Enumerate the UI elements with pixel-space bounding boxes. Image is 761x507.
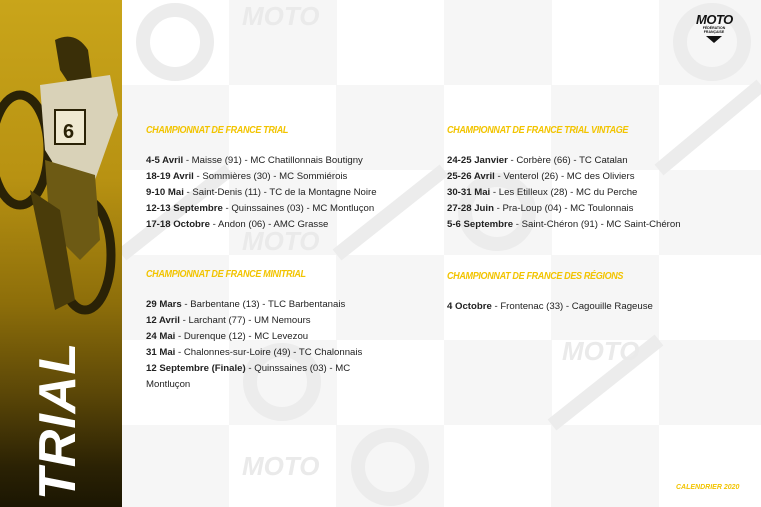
- event-item: [447, 201, 681, 217]
- event-date: 12 Avril: [146, 315, 180, 326]
- event-item: [447, 185, 681, 201]
- event-details: - Saint-Chéron (91) - MC Saint-Chéron: [513, 219, 681, 230]
- event-details: - Larchant (77) - UM Nemours: [179, 315, 311, 326]
- svg-text:MOTO: MOTO: [562, 336, 640, 366]
- event-date: 12-13 Septembre: [146, 203, 223, 214]
- event-details: - Venterol (26) - MC des Oliviers: [494, 171, 635, 182]
- svg-text:MOTO: MOTO: [242, 226, 320, 256]
- event-date: 24-25 Janvier: [447, 155, 508, 166]
- svg-text:MOTO: MOTO: [242, 451, 320, 481]
- sidebar-photo: [0, 0, 122, 507]
- event-details: - Quinssaines (03) - MC Montluçon: [222, 203, 375, 214]
- event-details: - Chalonnes-sur-Loire (49) - TC Chalonnais: [175, 347, 363, 358]
- logo-mark-icon: [705, 35, 723, 44]
- event-item: [146, 201, 377, 217]
- section-minitrial: [146, 268, 366, 393]
- event-date: 25-26 Avril: [447, 171, 495, 182]
- event-details: - Quinssaines (03) - MC Montluçon: [146, 363, 351, 390]
- event-item: [146, 153, 377, 169]
- event-details: - Frontenac (33) - Cagouille Rageuse: [491, 301, 653, 312]
- section-trial: [146, 124, 377, 233]
- event-details: - Andon (06) - AMC Grasse: [210, 219, 329, 230]
- event-item: [146, 217, 377, 233]
- event-item: [146, 169, 377, 185]
- sidebar-title: TRIAL: [29, 341, 87, 500]
- event-list: [146, 297, 366, 393]
- logo-brand: MOTO: [696, 12, 733, 27]
- event-date: 4-5 Avril: [146, 155, 184, 166]
- ffm-logo: [696, 13, 732, 44]
- event-date: 18-19 Avril: [146, 171, 194, 182]
- event-item: [146, 313, 366, 329]
- svg-text:MOTO: MOTO: [242, 1, 320, 31]
- event-details: - Les Etilleux (28) - MC du Perche: [490, 187, 638, 198]
- event-date: 12 Septembre (Finale): [146, 363, 246, 374]
- event-list: [146, 153, 377, 233]
- section-title: CHAMPIONNAT DE FRANCE TRIAL: [146, 124, 289, 136]
- event-list: [447, 153, 681, 233]
- event-date: 31 Mai: [146, 347, 176, 358]
- event-details: - Durenque (12) - MC Levezou: [175, 331, 309, 342]
- event-item: [447, 169, 681, 185]
- event-details: - Saint-Denis (11) - TC de la Montagne Noire: [183, 187, 377, 198]
- event-item: [146, 361, 366, 393]
- event-item: [146, 329, 366, 345]
- event-date: 9-10 Mai: [146, 187, 184, 198]
- event-item: [447, 217, 681, 233]
- section-title: CHAMPIONNAT DE FRANCE MINITRIAL: [146, 268, 306, 280]
- svg-text:6: 6: [63, 121, 75, 143]
- event-date: 30-31 Mai: [447, 187, 491, 198]
- event-item: [447, 299, 653, 315]
- event-item: [146, 345, 366, 361]
- event-details: - Maisse (91) - MC Chatillonnais Boutigny: [183, 155, 363, 166]
- footer-label: CALENDRIER 2020: [676, 484, 740, 491]
- event-date: 29 Mars: [146, 299, 182, 310]
- event-item: [447, 153, 681, 169]
- event-details: - Corbère (66) - TC Catalan: [507, 155, 628, 166]
- event-details: - Barbentane (13) - TLC Barbentanais: [181, 299, 346, 310]
- section-regions: [447, 270, 653, 315]
- event-list: [447, 299, 653, 315]
- background-pattern: [122, 0, 761, 507]
- event-date: 4 Octobre: [447, 301, 492, 312]
- event-date: 5-6 Septembre: [447, 219, 514, 230]
- event-item: [146, 185, 377, 201]
- logo-subtitle: FÉDÉRATION FRANÇAISE: [702, 26, 726, 34]
- event-date: 24 Mai: [146, 331, 176, 342]
- event-details: - Sommières (30) - MC Sommiérois: [193, 171, 348, 182]
- event-details: - Pra-Loup (04) - MC Toulonnais: [493, 203, 634, 214]
- event-date: 27-28 Juin: [447, 203, 494, 214]
- section-title: CHAMPIONNAT DE FRANCE TRIAL VINTAGE: [447, 124, 629, 136]
- event-item: [146, 297, 366, 313]
- event-date: 17-18 Octobre: [146, 219, 210, 230]
- section-trial-vintage: [447, 124, 681, 233]
- section-title: CHAMPIONNAT DE FRANCE DES RÉGIONS: [447, 270, 624, 282]
